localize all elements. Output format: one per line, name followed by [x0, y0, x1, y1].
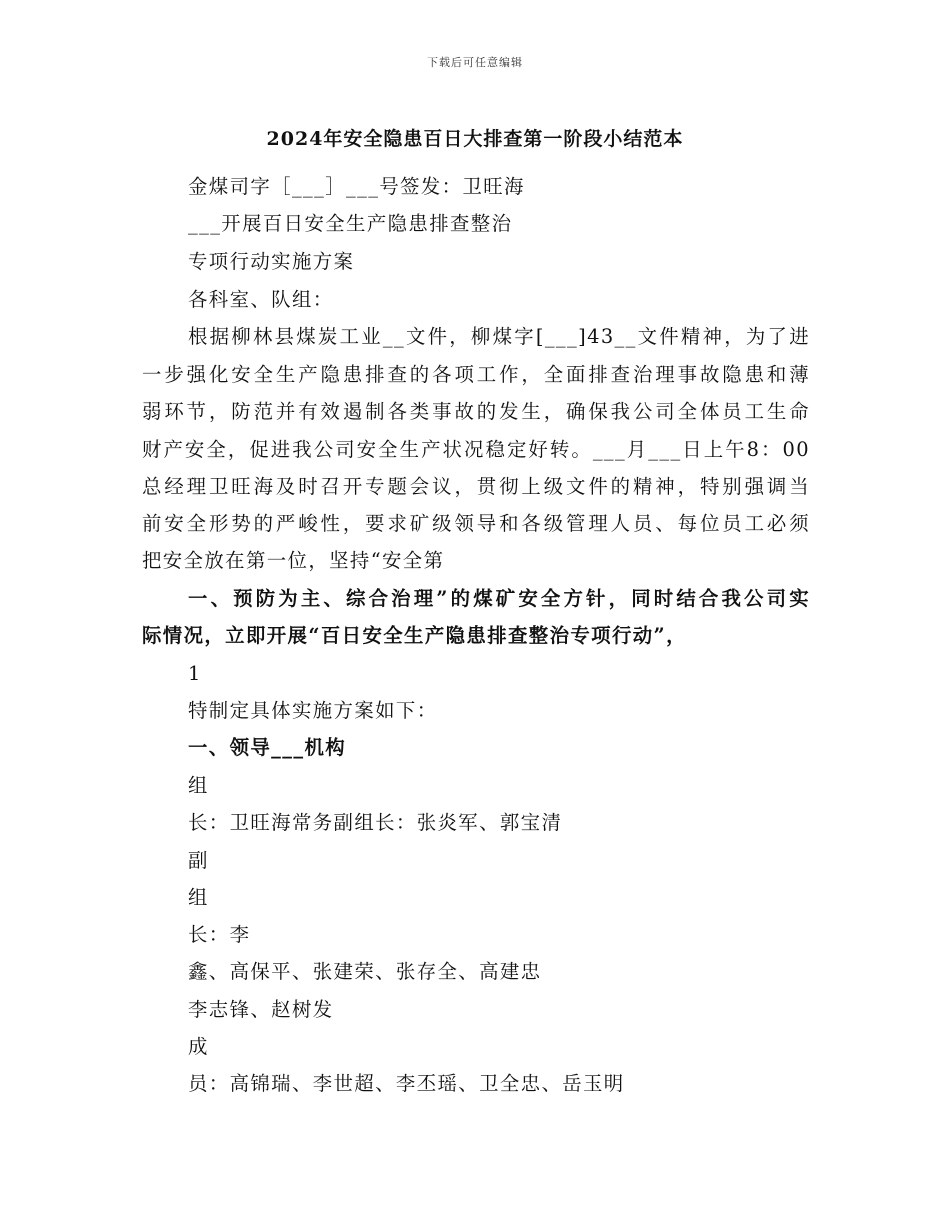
- paragraph-line: 财产安全，促进我公司安全生产状况稳定好转。___月___日上午8：00: [142, 438, 810, 461]
- member-line: 成: [188, 1035, 209, 1058]
- paragraph-line: 前安全形势的严峻性，要求矿级领导和各级管理人员、每位员工必须: [142, 512, 810, 535]
- paragraph-line: 一步强化安全生产隐患排查的各项工作，全面排查治理事故隐患和薄: [142, 363, 810, 386]
- header-note: 下载后可任意编辑: [427, 56, 523, 69]
- paragraph-line: 把安全放在第一位，坚持“安全第: [142, 549, 445, 572]
- member-line: 长：李: [188, 923, 251, 946]
- member-line: 组: [188, 774, 209, 797]
- paragraph-line: 弱环节，防范并有效遏制各类事故的发生，确保我公司全体员工生命: [142, 400, 810, 423]
- member-line: 组: [188, 886, 209, 909]
- page-number: 1: [188, 662, 202, 685]
- member-line: 副: [188, 849, 209, 872]
- issuer-line: 金煤司字［___］___号签发：卫旺海: [188, 175, 525, 198]
- member-line: 长：卫旺海常务副组长：张炎军、郭宝清: [188, 811, 563, 834]
- paragraph-line: 总经理卫旺海及时召开专题会议，贯彻上级文件的精神，特别强调当: [142, 475, 810, 498]
- bold-paragraph-line: 一、预防为主、综合治理”的煤矿安全方针，同时结合我公司实: [188, 587, 810, 610]
- section-heading: 一、领导___机构: [188, 736, 347, 759]
- document-title: 2024年安全隐患百日大排查第一阶段小结范本: [266, 128, 684, 150]
- plan-intro: 特制定具体实施方案如下：: [188, 699, 438, 722]
- member-line: 员：高锦瑞、李世超、李丕瑶、卫全忠、岳玉明: [188, 1072, 625, 1095]
- salutation: 各科室、队组：: [188, 288, 334, 311]
- member-line: 李志锋、赵树发: [188, 998, 334, 1021]
- subject-line-2: 专项行动实施方案: [188, 250, 355, 273]
- subject-line: ___开展百日安全生产隐患排查整治: [188, 212, 513, 235]
- member-line: 鑫、高保平、张建荣、张存全、高建忠: [188, 960, 542, 983]
- bold-paragraph-line: 际情况，立即开展“百日安全生产隐患排查整治专项行动”，: [142, 624, 687, 647]
- paragraph-line: 根据柳林县煤炭工业__文件，柳煤字[___]43__文件精神，为了进: [188, 325, 810, 348]
